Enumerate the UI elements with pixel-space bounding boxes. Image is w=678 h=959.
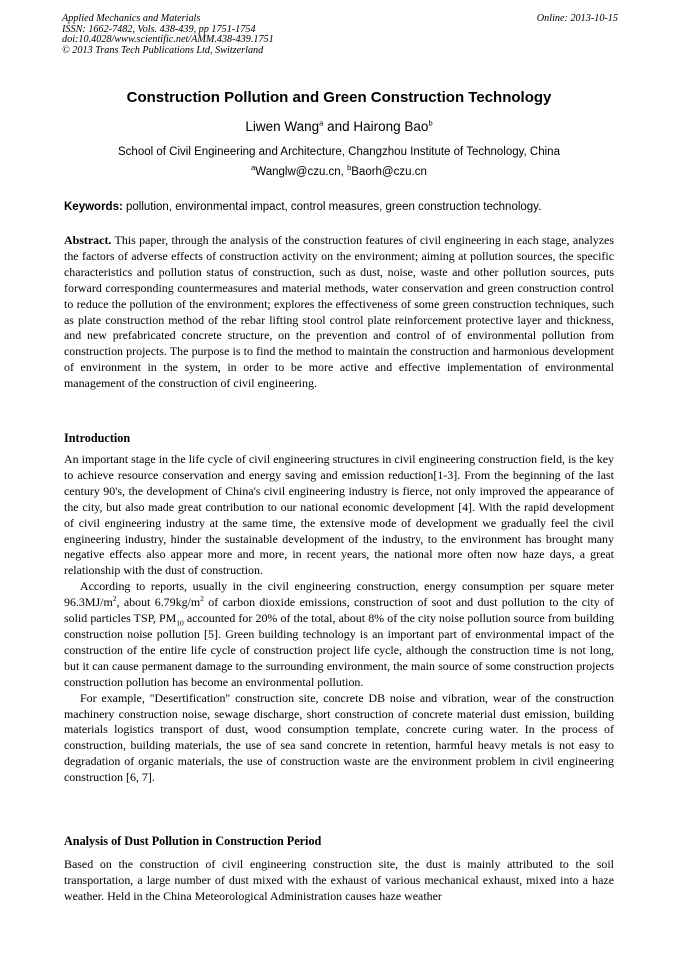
email-link[interactable]: Wanglw@czu.cn, (255, 166, 348, 178)
keywords-label: Keywords: (64, 201, 123, 213)
email-link[interactable]: Baorh@czu.cn (351, 166, 427, 178)
email-superscript: b (347, 163, 352, 173)
author-name: Hairong Bao (353, 119, 429, 134)
text-run: , about 6.79kg/m (116, 595, 201, 610)
author-conjunction: and (323, 119, 354, 134)
author-name: Liwen Wang (245, 119, 320, 134)
introduction-body (64, 452, 614, 786)
paragraph: Based on the construction of civil engineering construction site, the dust is mainly attributed to the soil transportation, a large number of dust mixed with the exhaust of various mechanical exhaust, mixed into a haze weather. Held in the China Meteorological Administration causes haze weather (64, 857, 614, 903)
author-superscript: b (428, 118, 433, 128)
abstract (64, 233, 614, 392)
section-heading: Analysis of Dust Pollution in Construction Period (64, 834, 322, 848)
superscript: 2 (200, 594, 204, 604)
text-run: of carbon dioxide emissions, construction of soot and dust pollution to the city of solid particles TSP, PM (64, 595, 615, 626)
email-line (0, 163, 678, 178)
issn-line: ISSN: 1662-7482, Vols. 438-439, pp 1751-1754 (62, 23, 256, 35)
author-line (0, 119, 678, 134)
journal-header (62, 14, 618, 56)
superscript: 2 (112, 594, 117, 604)
subscript: 10 (176, 618, 184, 628)
paragraph: An important stage in the life cycle of civil engineering structures in civil engineering construction field, is the key to achieve resource conservation and energy saving and emission reduction[1-3]. From the beginning of the last century 90's, the development of China's civil engineering industry is fierce, not only improved the appearance of the city, but also made great contribution to our national economic development [4]. With the rapid development of civil engineering industry at the same time, the extensive mode of development we gradually feel the civil engineering industry, hinder the sustainable development of the industry, to the environment has brought many negative effects also appear more and more, in recent years, the national more often now haze days, a great relationship with the dust of construction. (64, 452, 614, 578)
abstract-text: This paper, through the analysis of the construction features of civil engineering in each stage, analyzes the factors of adverse effects of construction activity on the environment; aiming at pollution sources, the specific characteristics and pollution status of construction, such as dust, noise, waste and other pollution sources, puts forward corresponding countermeasures and material methods, water conservation and green construction control to reduce the pollution of the environment; explores the effectiveness of some green construction techniques, such as plate construction method of the rebar lifting stool control plate reinforcement protective layer and thickness, and new prefabricated concrete structure, on the prevention and control of of environmental pollution from construction projects. The purpose is to find the method to maintain the construction and harmonious development of environment in the system, in order to be more active and effective implementation of environmental management of the construction of civil engineering. (64, 233, 614, 391)
abstract-label: Abstract. (64, 233, 112, 247)
doi-line: doi:10.4028/www.scientific.net/AMM.438-439.1751 (62, 34, 274, 46)
copyright-line: © 2013 Trans Tech Publications Ltd, Switzerland (62, 44, 264, 56)
paragraph (64, 579, 614, 690)
keywords-text: pollution, environmental impact, control measures, green construction technology. (122, 201, 542, 213)
text-run: accounted for 20% of the total, about 8% of the city noise pollution source from building construction noise pollution [5]. Green building technology is an important part of environmental impact of the construction of the entire life cycle of construction project life cycle, although the construction time is not long, but it can cause permanent damage to the surrounding environment, the main source of some construction projects construction pollution has become an environmental pollution. (64, 611, 614, 689)
paragraph: For example, "Desertification" construction site, concrete DB noise and vibration, wear of the construction machinery construction noise, sewage discharge, short construction of concrete material dust emission, building materials logistics transport of dust, wood consumption template, concrete curing water. In the process of construction, building materials, the use of sea sand concrete in retention, harmful heavy metals is not easy to degradation of organic materials, the use of construction waste are the environment problem in civil engineering construction [6, 7]. (64, 690, 614, 785)
journal-name: Applied Mechanics and Materials (62, 13, 201, 24)
author-superscript: a (319, 118, 324, 128)
text-run: According to reports, usually in the civil engineering construction, energy consumption per square meter 96.3MJ/m (64, 579, 614, 610)
email-superscript: a (251, 163, 256, 173)
affiliation: School of Civil Engineering and Architecture, Changzhou Institute of Technology, China (118, 146, 560, 158)
online-date: Online: 2013-10-15 (536, 13, 618, 24)
paper-title: Construction Pollution and Green Construction Technology (126, 89, 552, 106)
section-heading: Introduction (64, 431, 131, 445)
dust-section-body (64, 857, 614, 905)
keywords (64, 201, 616, 213)
